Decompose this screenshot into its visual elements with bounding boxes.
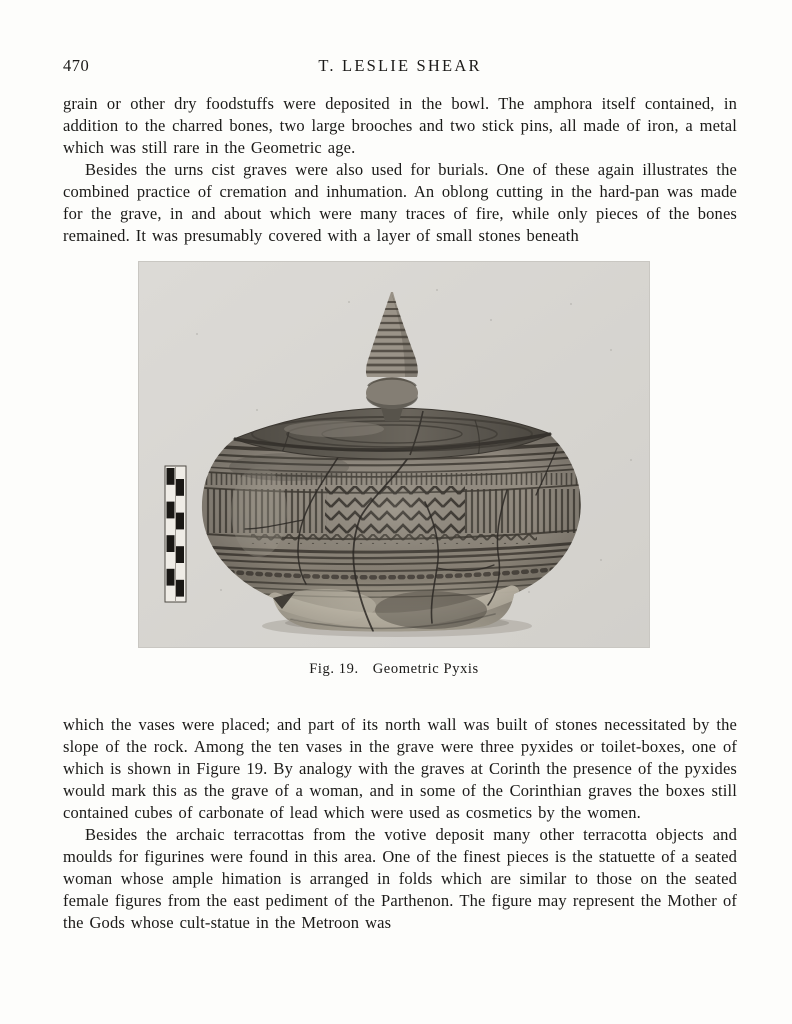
- figure-19: [139, 262, 649, 678]
- figure-caption-title: Geometric Pyxis: [372, 661, 479, 677]
- running-header: T. LESLIE SHEAR: [318, 56, 482, 75]
- pyxis-photo-svg: [139, 262, 649, 647]
- page-header: [63, 56, 737, 76]
- page-number: 470: [63, 56, 90, 75]
- paragraph-2: Besides the urns cist graves were also used for burials. One of these again illustrates the combined practice of cremation and inhumation. An oblong cutting in the hard-pan was made for the grave, in and about which were many traces of fire, while only pieces of the bones remained. It was presumably covered with a layer of small stones beneath: [63, 160, 737, 245]
- paragraph-4: Besides the archaic terracottas from the votive deposit many other terracotta objects and moulds for figurines were found in this area. One of the finest pieces is the statuette of a seated woman whose ample himation is arranged in folds which are similar to those on the seated female figures from the east pediment of the Parthenon. The figure may represent the Mother of the Gods whose cult-statue in the Metroon was: [63, 825, 737, 932]
- paragraph-1: grain or other dry foodstuffs were deposited in the bowl. The amphora itself contained, in addition to the charred bones, two large brooches and two stick pins, all made of iron, a metal which was still rare in the Geometric age.: [63, 94, 737, 157]
- figure-caption: [139, 660, 649, 678]
- paragraph-3: which the vases were placed; and part of its north wall was built of stones necessitated by the slope of the rock. Among the ten vases in the grave were three pyxides or toilet-boxes, one of which is shown in Figure 19. By analogy with the graves at Corinth the presence of the pyxides would mark this as the grave of a woman, and in some of the Corinthian graves the boxes still contained cubes of carbonate of lead which were used as cosmetics by the women.: [63, 715, 737, 822]
- scale-rod: [165, 466, 186, 602]
- pyxis-photograph: [139, 262, 649, 647]
- figure-caption-label: Fig. 19.: [309, 661, 359, 677]
